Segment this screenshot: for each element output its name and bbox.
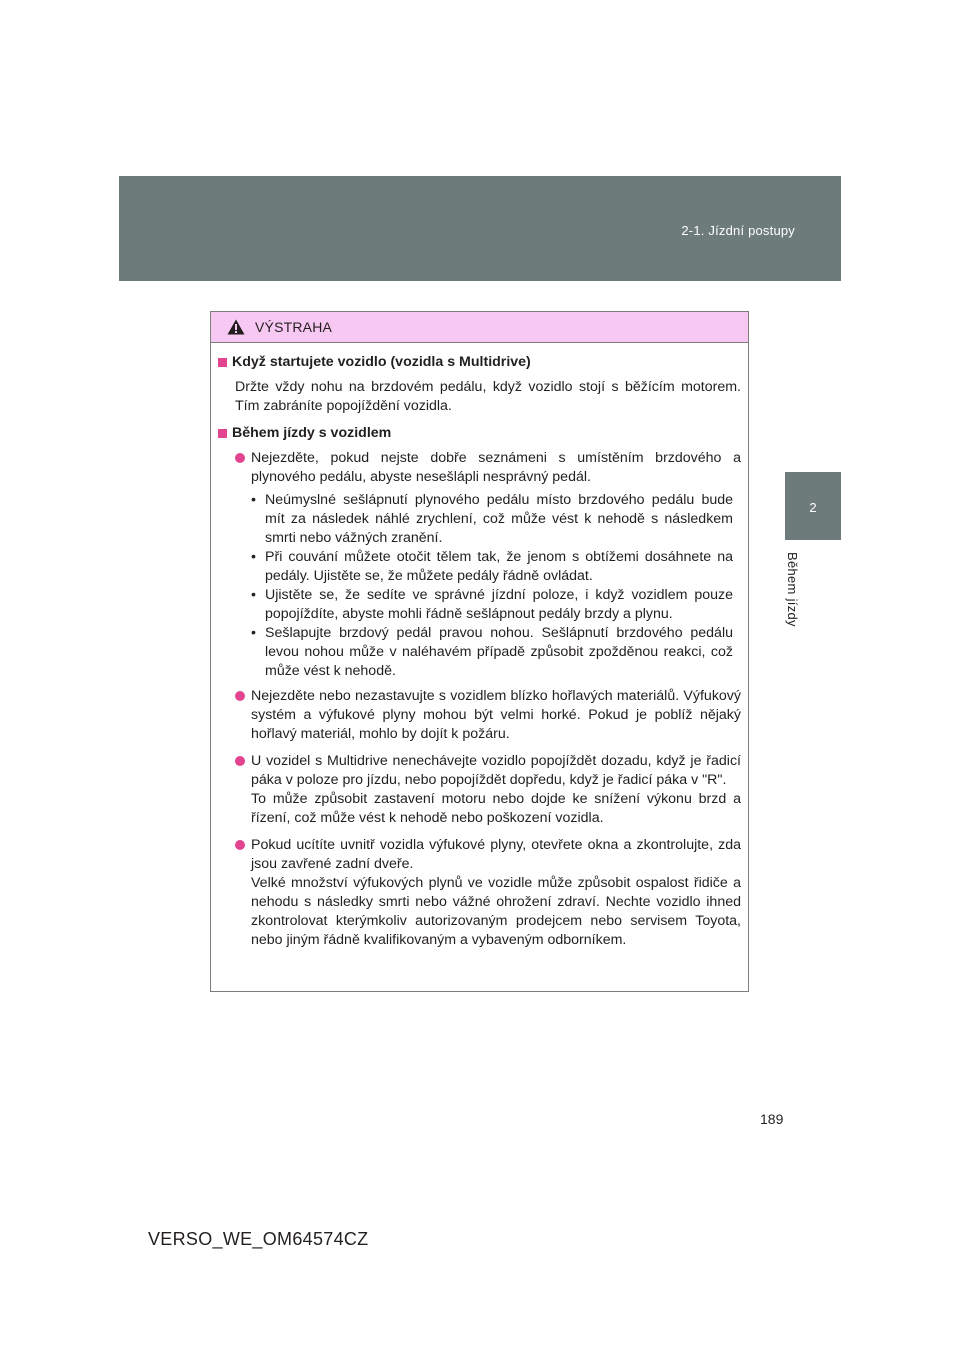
warning-triangle-icon [227, 319, 245, 335]
sub-bullet-mark: • [251, 492, 256, 508]
warning-title: VÝSTRAHA [255, 319, 333, 335]
sub-bullet-mark: • [251, 587, 256, 603]
chapter-tab [785, 472, 841, 540]
sub-list-item [218, 586, 741, 624]
circle-bullet-icon [235, 691, 245, 701]
sub-list-item-text: Sešlapujte brzdový pedál pravou nohou. Sešlápnutí brzdového pedálu levou nohou může v naléhavém případě způsobit zpožděnou reakci, což může vést k nehodě. [265, 625, 733, 679]
list-item [218, 449, 741, 487]
list-item [218, 836, 741, 950]
list-item-text: Pokud ucítíte uvnitř vozidla výfukové plyny, otevřete okna a zkontrolujte, zda jsou zavřené zadní dveře. [251, 837, 741, 872]
heading-starting [218, 353, 741, 372]
heading-text: Během jízdy s vozidlem [232, 425, 392, 441]
sub-list-item-text: Neúmyslné sešlápnutí plynového pedálu místo brzdového pedálu bude mít za následek náhlé zrychlení, což může vést k nehodě s následkem smrti nebo vážných zranění. [265, 492, 733, 546]
section-header-band [119, 176, 841, 281]
section-title: 2-1. Jízdní postupy [681, 223, 795, 238]
warning-body [211, 343, 748, 950]
list-item-extra-text: Velké množství výfukových plynů ve vozidle může způsobit ospalost řidiče a nehodu s následky smrti nebo vážné ohrožení zdraví. Nechte vozidlo ihned zkontrolovat kterýmkoliv autorizovaným prodejcem nebo servisem Toyota, nebo jiným řádně kvalifikovaným a vybaveným odborníkem. [251, 875, 741, 948]
sub-list-item-text: Při couvání můžete otočit tělem tak, že jenom s obtížemi dosáhnete na pedály. Ujistěte se, že můžete pedály řádně ovládat. [265, 549, 733, 584]
square-bullet-icon [218, 429, 227, 438]
list-item-text: U vozidel s Multidrive nenechávejte vozidlo popojíždět dozadu, když je řadicí páka v poloze pro jízdu, nebo popojíždět dopředu, když je řadicí páka v "R". [251, 753, 741, 788]
page-number: 189 [760, 1111, 784, 1127]
paragraph: Držte vždy nohu na brzdovém pedálu, když vozidlo stojí s běžícím motorem. Tím zabráníte popojíždění vozidla. [235, 379, 741, 414]
heading-driving [218, 424, 741, 443]
list-item-extra-text: To může způsobit zastavení motoru nebo dojde ke snížení výkonu brzd a řízení, což může vést k nehodě nebo poškození vozidla. [251, 791, 741, 826]
sub-list-item-text: Ujistěte se, že sedíte ve správné jízdní poloze, i když vozidlem pouze popojíždíte, abyste mohli řádně sešlápnout pedály brzdy a plynu. [265, 587, 733, 622]
sub-list-item [218, 491, 741, 548]
warning-header [211, 312, 748, 343]
sub-list [218, 491, 741, 681]
list-item-text: Nejezděte nebo nezastavujte s vozidlem blízko hořlavých materiálů. Výfukový systém a výfukové plyny mohou být velmi horké. Pokud je poblíž nějaký hořlavý materiál, mohlo by dojít k požáru. [251, 688, 741, 742]
circle-bullet-icon [235, 756, 245, 766]
circle-bullet-icon [235, 840, 245, 850]
sub-bullet-mark: • [251, 625, 256, 641]
chapter-label: Během jízdy [785, 552, 800, 627]
sub-bullet-mark: • [251, 549, 256, 565]
heading-text: Když startujete vozidlo (vozidla s Multidrive) [232, 354, 531, 370]
list-item [218, 687, 741, 744]
chapter-number: 2 [809, 500, 817, 515]
document-code: VERSO_WE_OM64574CZ [148, 1229, 369, 1249]
list-item [218, 752, 741, 828]
sub-list-item [218, 624, 741, 681]
circle-bullet-icon [235, 453, 245, 463]
square-bullet-icon [218, 358, 227, 367]
sub-list-item [218, 548, 741, 586]
warning-box [210, 311, 749, 992]
list-item-text: Nejezděte, pokud nejste dobře seznámeni s umístěním brzdového a plynového pedálu, abyste nesešlápli nesprávný pedál. [251, 450, 741, 485]
